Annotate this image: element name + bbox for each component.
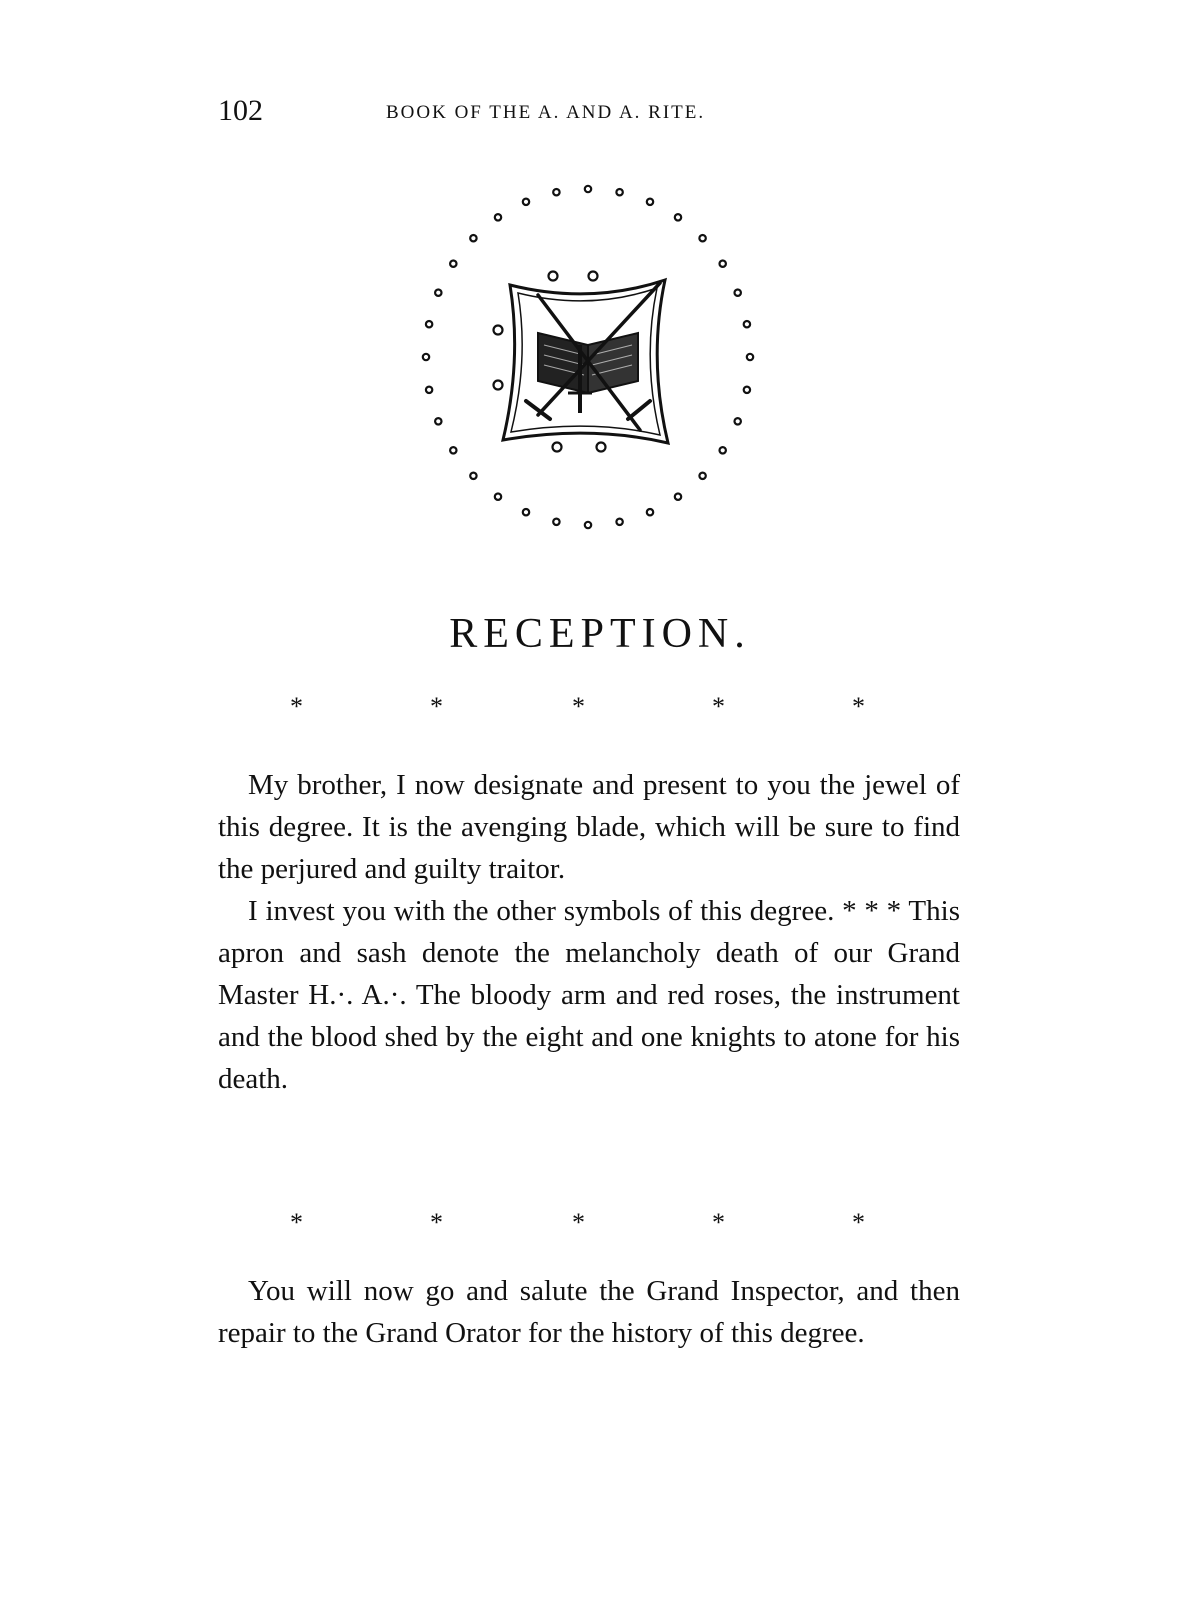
ring-dot <box>735 290 741 296</box>
ring-dot <box>675 214 681 220</box>
ring-dot <box>523 509 529 515</box>
ring-dot <box>423 354 429 360</box>
paragraph: My brother, I now designate and present to you the jewel of this degree. It is the avenging blade, which will be sure to find the perjured and guilty traitor. <box>218 769 960 885</box>
asterisk: * <box>572 1208 585 1237</box>
ring-dot <box>597 443 606 452</box>
ring-dot <box>553 189 559 195</box>
running-title: BOOK OF THE A. AND A. RITE. <box>386 102 706 123</box>
ring-dot <box>589 272 598 281</box>
asterisk: * <box>852 692 865 721</box>
ring-dot <box>616 189 622 195</box>
ring-dot <box>699 473 705 479</box>
ring-dot <box>549 272 558 281</box>
ring-dot <box>720 261 726 267</box>
ring-dot <box>494 381 503 390</box>
asterisk: * <box>430 1208 443 1237</box>
ring-dot <box>585 186 591 192</box>
asterisk: * <box>572 692 585 721</box>
ring-dot <box>470 473 476 479</box>
emblem <box>410 175 770 545</box>
ring-dot <box>744 387 750 393</box>
paragraph: I invest you with the other symbols of this degree. * * * This apron and sash denote the melancholy death of our Grand Master H.·. A.·. The bloody arm and red roses, the instrument and the blood shed by the eight and one knights to atone for his death. <box>218 895 960 1095</box>
ring-dot <box>426 321 432 327</box>
ring-dot <box>647 199 653 205</box>
asterisk: * <box>852 1208 865 1237</box>
paragraph: You will now go and salute the Grand Inspector, and then repair to the Grand Orator for the history of this degree. <box>218 1275 960 1349</box>
ring-dot <box>426 387 432 393</box>
ring-dot <box>675 494 681 500</box>
ring-dot <box>435 418 441 424</box>
asterisk-divider-top <box>290 692 910 722</box>
ring-dot <box>553 443 562 452</box>
section-heading: RECEPTION. <box>449 611 751 657</box>
ring-dot <box>616 519 622 525</box>
book-and-crossed-swords-icon <box>410 175 770 545</box>
asterisk: * <box>712 1208 725 1237</box>
ring-dot <box>744 321 750 327</box>
ring-dot <box>585 522 591 528</box>
ring-dot <box>470 235 476 241</box>
ring-dot <box>450 261 456 267</box>
asterisk: * <box>290 1208 303 1237</box>
asterisk: * <box>430 692 443 721</box>
ring-dot <box>735 418 741 424</box>
asterisk-divider-bottom <box>290 1208 910 1238</box>
running-head <box>218 94 978 134</box>
page-number: 102 <box>218 94 263 127</box>
ring-dot <box>495 214 501 220</box>
ring-dot <box>450 447 456 453</box>
asterisk: * <box>290 692 303 721</box>
ring-dot <box>494 326 503 335</box>
ring-dot <box>435 290 441 296</box>
ring-dot <box>553 519 559 525</box>
body-text <box>218 764 960 1100</box>
ring-dot <box>720 447 726 453</box>
closing-text <box>218 1270 960 1354</box>
ring-dot <box>647 509 653 515</box>
ring-dot <box>495 494 501 500</box>
ring-dot <box>699 235 705 241</box>
ring-dot <box>747 354 753 360</box>
ring-dot <box>523 199 529 205</box>
asterisk: * <box>712 692 725 721</box>
